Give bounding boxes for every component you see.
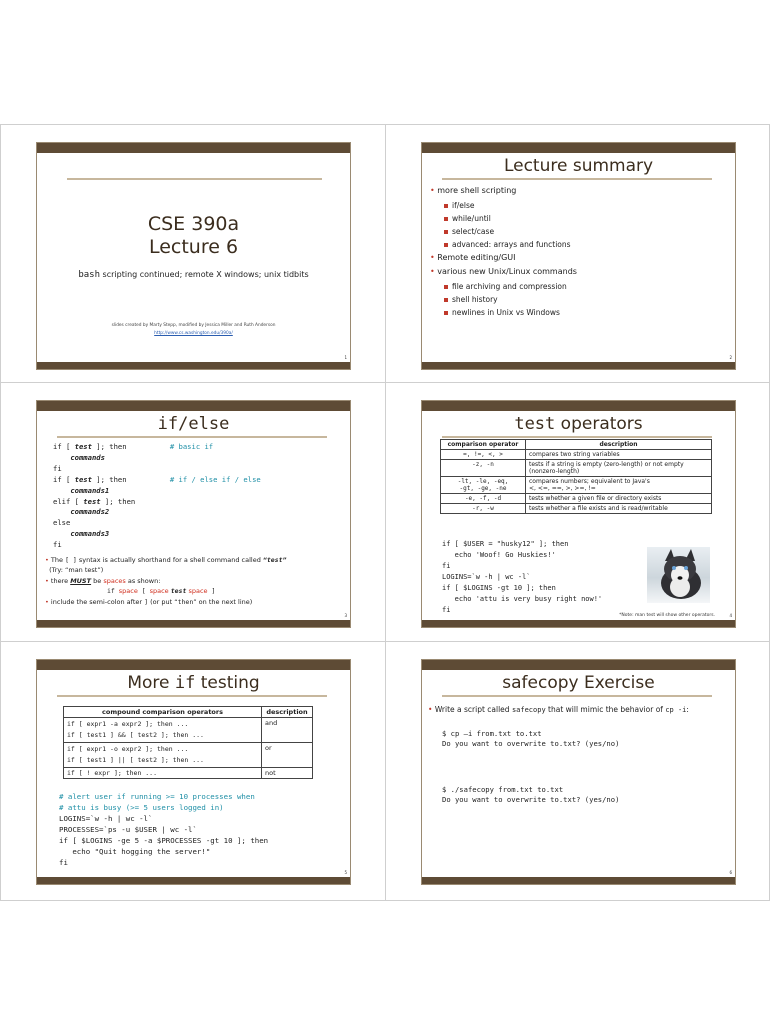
table-row: if [ expr1 -a expr2 ]; then ... if [ test1 ] && [ test2 ]; then ... and bbox=[64, 718, 313, 743]
subtitle-bash: bash bbox=[78, 270, 101, 280]
slide-bottom-bar bbox=[37, 877, 350, 884]
slide-title-text: if/else bbox=[157, 414, 230, 434]
slide-more-if-testing bbox=[36, 659, 351, 885]
compound-operators-table bbox=[63, 706, 313, 779]
slide-top-bar bbox=[422, 143, 735, 153]
code-basic-if: if [ test ]; then # basic if commands fi bbox=[53, 442, 214, 473]
slide-title bbox=[36, 142, 351, 370]
table-header: comparison operator bbox=[441, 440, 526, 450]
table-row: -e, -f, -d tests whether a given file or directory exists bbox=[441, 494, 712, 504]
lecture-course: CSE 390a bbox=[147, 213, 240, 235]
slide-rule bbox=[67, 178, 322, 180]
slide-top-bar bbox=[37, 143, 350, 153]
code-cp-example: $ cp –i from.txt to.txt Do you want to overwrite to.txt? (yes/no) bbox=[442, 729, 620, 748]
page-number: 4 bbox=[729, 613, 732, 618]
page-number: 6 bbox=[729, 870, 732, 875]
sub-bullet: advanced: arrays and functions bbox=[444, 240, 571, 249]
slide-bottom-bar bbox=[422, 877, 735, 884]
sub-bullet: if/else bbox=[444, 201, 474, 210]
table-row: -lt, -le, -eq, -gt, -ge, -ne compares numbers; equivalent to Java's <, <=, ==, >, >=, != bbox=[441, 477, 712, 494]
slide-if-else bbox=[36, 400, 351, 628]
slide-title-text: safecopy Exercise bbox=[502, 673, 655, 693]
sub-bullet: select/case bbox=[444, 227, 494, 236]
slide-top-bar bbox=[422, 401, 735, 411]
code-if-elif-else: if [ test ]; then # if / else if / else commands1 elif [ test ]; then commands2 else commands3 fi bbox=[53, 475, 261, 549]
code-process-alert: # alert user if running >= 10 processes when # attu is busy (>= 5 users logged in) LOGINS=`w -h | wc -l` PROCESSES=`ps -u $USER | wc -l` if [ $LOGINS -ge 5 -a $PROCESSES -gt 10 ]; then echo "Quit hogging the server!" fi bbox=[59, 792, 269, 867]
slide-credit: slides created by Marty Stepp, modified by Jessica Miller and Ruth Anderson bbox=[111, 323, 276, 328]
slide-title-text: More if testing bbox=[127, 673, 260, 693]
page-number: 2 bbox=[729, 355, 732, 360]
slide-title-text: test operators bbox=[514, 414, 643, 434]
table-row: =, !=, <, > compares two string variables bbox=[441, 450, 712, 460]
page-number: 5 bbox=[344, 870, 347, 875]
bullet-exercise-prompt: • Write a script called safecopy that will mimic the behavior of cp -i: bbox=[428, 705, 689, 714]
slide-top-bar bbox=[37, 660, 350, 670]
slide-top-bar bbox=[422, 660, 735, 670]
sub-bullet: shell history bbox=[444, 295, 498, 304]
slide-top-bar bbox=[37, 401, 350, 411]
note-spaces: • there MUST be spaces as shown: if space [ space test space ] bbox=[45, 577, 216, 595]
husky-image bbox=[647, 547, 710, 603]
slide-rule bbox=[57, 436, 327, 438]
bullet-shell-scripting: • more shell scripting bbox=[430, 186, 517, 195]
slide-rule bbox=[442, 178, 712, 180]
bullet-unix-commands: • various new Unix/Linux commands bbox=[430, 267, 577, 276]
sub-bullet: while/until bbox=[444, 214, 491, 223]
husky-drawing bbox=[647, 547, 710, 603]
lecture-number: Lecture 6 bbox=[148, 236, 239, 258]
slide-rule bbox=[57, 695, 327, 697]
slide-safecopy-exercise bbox=[421, 659, 736, 885]
page-number: 3 bbox=[344, 613, 347, 618]
note-test-syntax: • The [ ] syntax is actually shorthand for a shell command called “test” (Try: “man test”) bbox=[45, 556, 287, 574]
code-safecopy-example: $ ./safecopy from.txt to.txt Do you want to overwrite to.txt? (yes/no) bbox=[442, 785, 620, 804]
page-number: 1 bbox=[344, 355, 347, 360]
test-operators-table bbox=[440, 439, 712, 514]
lecture-subtitle bbox=[37, 270, 350, 280]
table-row: if [ expr1 -o expr2 ]; then ... if [ test1 ] || [ test2 ]; then ... or bbox=[64, 743, 313, 768]
slide-rule bbox=[442, 695, 712, 697]
sub-bullet: newlines in Unix vs Windows bbox=[444, 308, 560, 317]
bullet-remote-editing: • Remote editing/GUI bbox=[430, 253, 516, 262]
table-header: description bbox=[526, 440, 712, 450]
table-row: -r, -w tests whether a file exists and is read/writable bbox=[441, 504, 712, 514]
slide-rule bbox=[442, 436, 712, 438]
slide-bottom-bar bbox=[37, 362, 350, 369]
slide-bottom-bar bbox=[422, 620, 735, 627]
code-test-example: if [ $USER = "husky12" ]; then echo 'Woof! Go Huskies!' fi LOGINS=`w -h | wc -l` if [ $LOGINS -gt 10 ]; then echo 'attu is very busy right now!' fi bbox=[442, 540, 603, 614]
sub-bullet: file archiving and compression bbox=[444, 282, 567, 291]
slide-title-text: Lecture summary bbox=[503, 156, 654, 176]
table-header: compound comparison operators bbox=[64, 707, 262, 718]
slide-test-operators bbox=[421, 400, 736, 628]
table-header: description bbox=[262, 707, 313, 718]
man-test-note: *Note: man test will show other operators. bbox=[619, 613, 715, 618]
course-url-link[interactable]: http://www.cs.washington.edu/390a/ bbox=[154, 331, 233, 336]
note-semicolon: • include the semi-colon after ] (or put “then” on the next line) bbox=[45, 598, 253, 606]
table-row: -z, -n tests if a string is empty (zero-length) or not empty (nonzero-length) bbox=[441, 460, 712, 477]
slide-bottom-bar bbox=[37, 620, 350, 627]
slide-bottom-bar bbox=[422, 362, 735, 369]
subtitle-rest: scripting continued; remote X windows; unix tidbits bbox=[100, 270, 309, 279]
slide-lecture-summary bbox=[421, 142, 736, 370]
table-row: if [ ! expr ]; then ... not bbox=[64, 768, 313, 779]
